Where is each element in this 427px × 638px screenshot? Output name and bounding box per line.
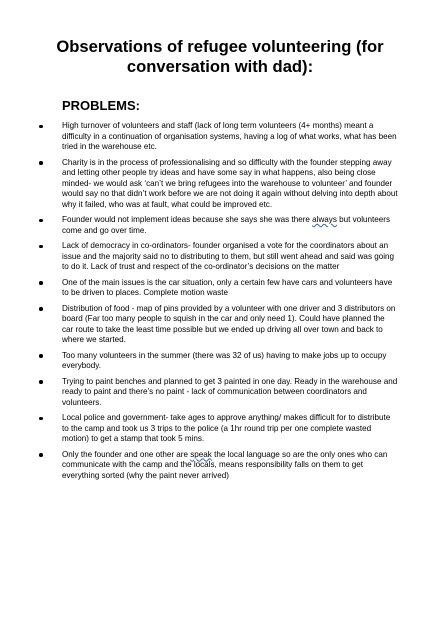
list-item xyxy=(0,450,427,482)
bullet-icon xyxy=(39,307,43,311)
spellcheck-marked-word: speak xyxy=(190,449,212,459)
list-item xyxy=(0,304,427,346)
list-item-text-before: Only the founder and one other are xyxy=(62,449,191,459)
list-item-text: Local police and government- take ages to approve anything/ makes difficult for to distribute to the camp and took us 3 trips to the police (a 1hr round trip per one complete wasted motion) to get a stamp that took 5 mins. xyxy=(62,413,391,443)
list-item xyxy=(0,413,427,445)
list-item-text: Too many volunteers in the summer (there was 32 of us) having to make jobs up to occupy everybody. xyxy=(62,350,387,370)
list-item xyxy=(0,241,427,273)
list-item xyxy=(0,351,427,372)
list-item-text: Charity is in the process of professionalising and so difficulty with the founder stepping away and letting other people try ideas and have some say in what happens, also being close minded- we would ask ‘can’t we bring refugees into the warehouse to volunteer’ and founder would say no that didn’t work before we are not doing it again without delving into depth about why it failed, who was at fault, what could be improved etc. xyxy=(62,157,398,209)
spellcheck-marked-word: always xyxy=(312,215,337,224)
list-item xyxy=(0,278,427,299)
list-item xyxy=(0,158,427,211)
title-line-1: Observations of refugee volunteering (for xyxy=(56,37,384,56)
bullet-icon xyxy=(39,354,43,358)
document-title xyxy=(40,37,400,77)
bullet-icon xyxy=(39,219,43,223)
list-item-text: One of the main issues is the car situation, only a certain few have cars and volunteers have to be driven to places. Complete motion waste xyxy=(62,277,393,297)
list-item-text: Lack of democracy in co-ordinators- founder organised a vote for the coordinators about an issue and the majority said no to distributing to them, but still went ahead and said was going to do it. Lack of trust and respect of the co-ordinator’s decisions on the matter xyxy=(62,241,395,271)
list-item-text-before: Founder would not implement ideas because she says she was there xyxy=(62,215,313,224)
list-item xyxy=(0,215,427,236)
list-item-text: Distribution of food - map of pins provided by a volunteer with one driver and 3 distributors on board (Far too many people to squish in the car and only need 1). Could have planned the car route to take the least time possible but we ended up driving all over town and back to where we started. xyxy=(62,303,396,344)
section-heading-problems: PROBLEMS: xyxy=(62,98,140,113)
list-item xyxy=(0,121,427,153)
bullet-icon xyxy=(39,245,43,249)
list-item-text: High turnover of volunteers and staff (lack of long term volunteers (4+ months) meant a difficulty in a continuation of organisation systems, having a log of what works, what has been tried in the warehouse etc. xyxy=(62,121,397,151)
bullet-icon xyxy=(39,380,43,384)
bullet-icon xyxy=(39,161,43,165)
bullet-icon xyxy=(39,125,43,129)
problems-list xyxy=(0,121,427,486)
bullet-icon xyxy=(39,453,43,457)
title-line-2: conversation with dad): xyxy=(126,57,314,76)
list-item-text-after: the local language so are the only ones who can communicate with the camp and the locals, means responsibility falls on them to get everything sorted (why the paint never arrived) xyxy=(62,449,388,480)
list-item-text: Trying to paint benches and planned to get 3 painted in one day. Ready in the warehouse and ready to paint and there’s no paint - lack of communication between coordinators and volunteers. xyxy=(62,376,398,407)
bullet-icon xyxy=(39,417,43,421)
list-item-text-after: but volunteers come and go over time. xyxy=(62,215,390,235)
bullet-icon xyxy=(39,281,43,285)
list-item xyxy=(0,377,427,409)
